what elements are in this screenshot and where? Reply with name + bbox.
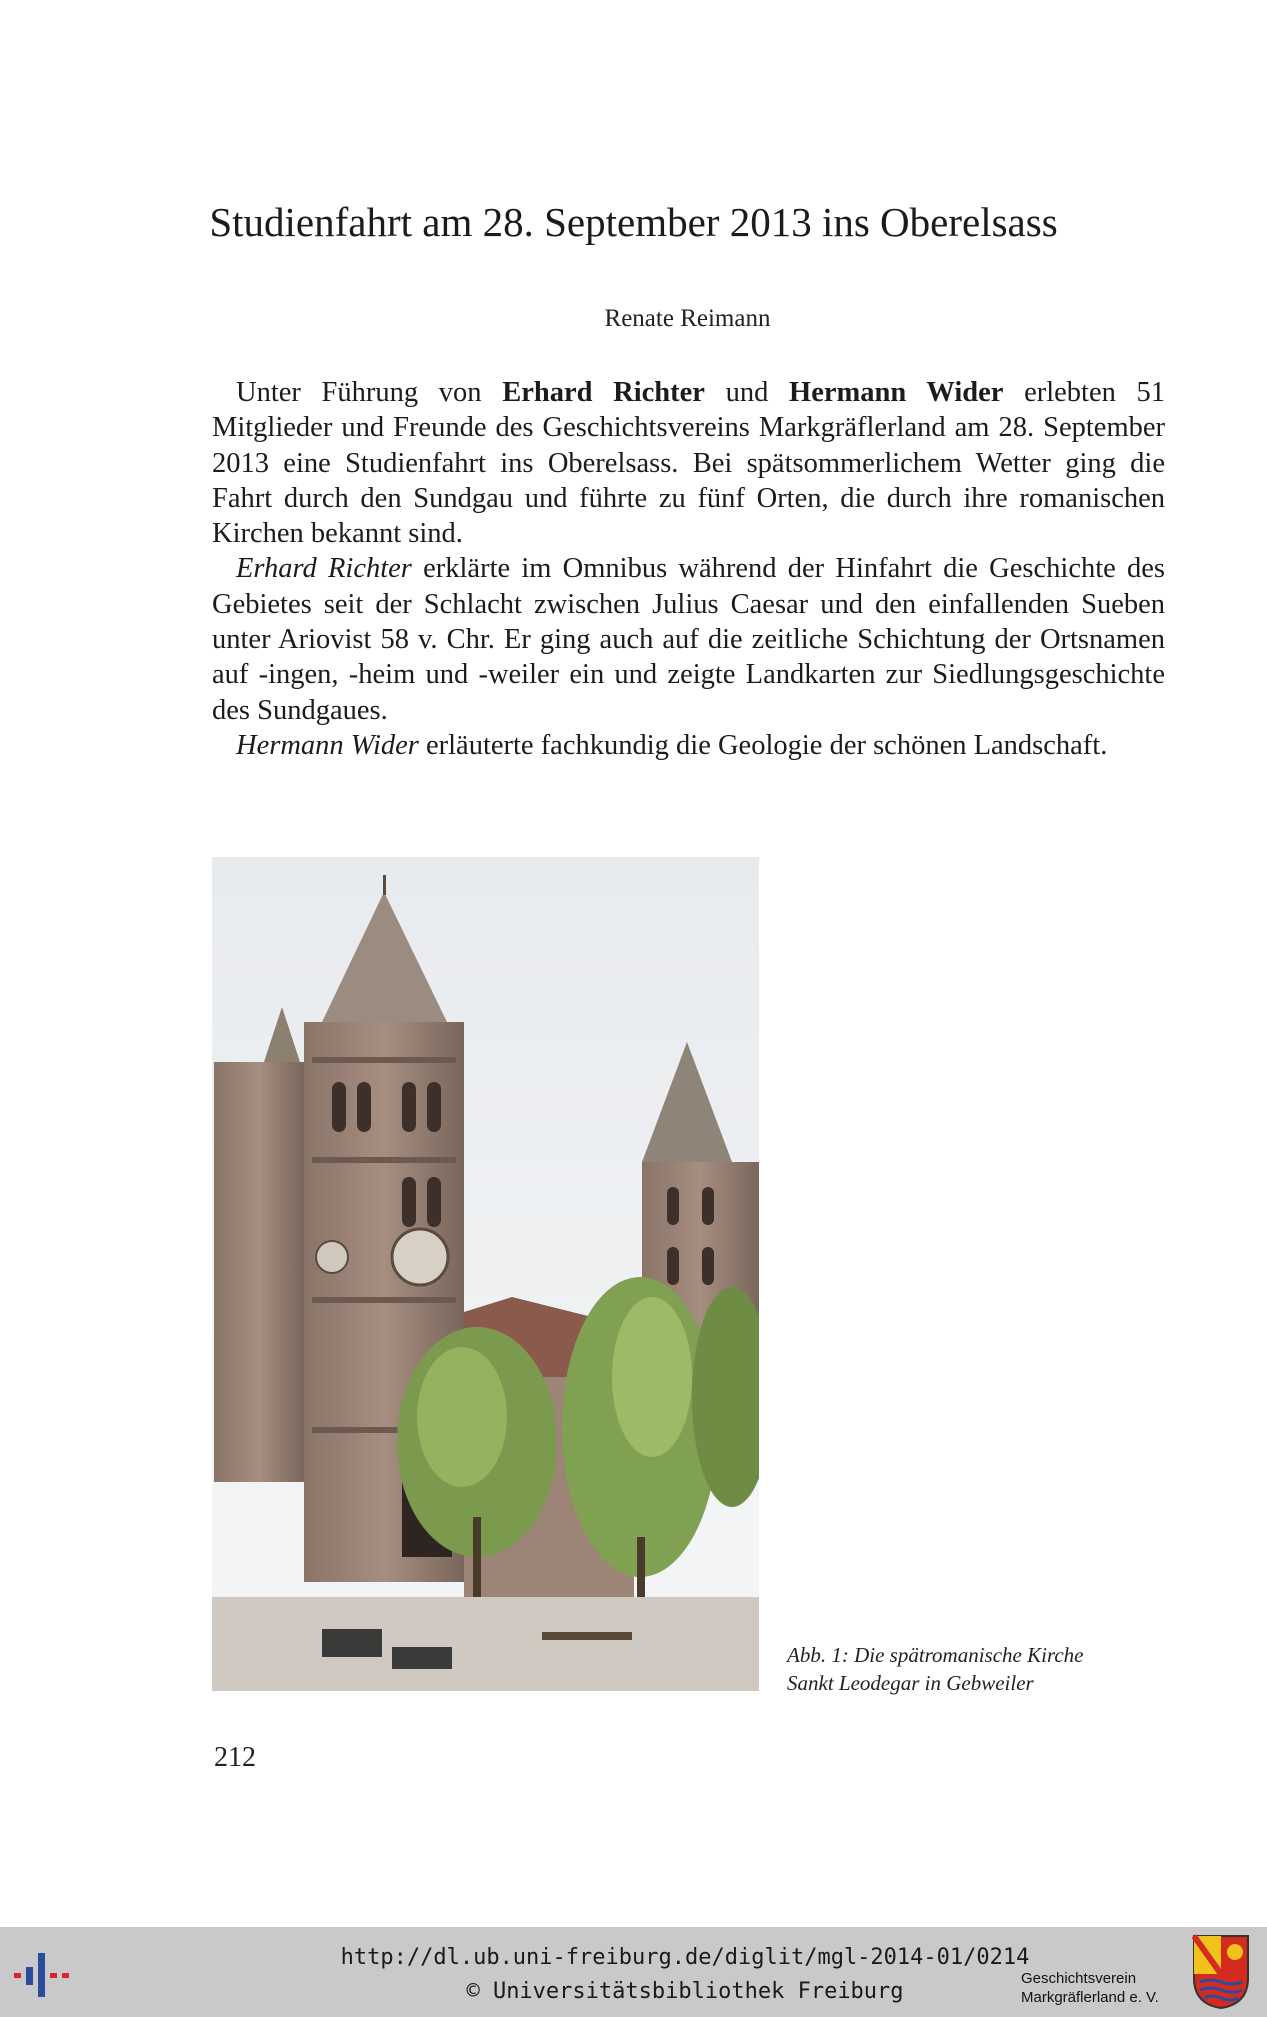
- society-crest-icon: [1192, 1934, 1250, 2010]
- footer-copyright: © Universitätsbibliothek Freiburg: [466, 1979, 904, 2004]
- footer-society-name: [1021, 1969, 1191, 2007]
- article-body: [212, 375, 1165, 763]
- figure-caption: [787, 1641, 1127, 1697]
- footer-society-line-2: Markgräflerland e. V.: [1021, 1989, 1159, 2006]
- paragraph-1-connector: und: [704, 377, 790, 408]
- paragraph-3-text: erläuterte fachkundig die Geologie der schönen Landschaft.: [418, 729, 1108, 761]
- page-number: 212: [214, 1742, 256, 1773]
- name-hermann-wider: Hermann Wider: [789, 377, 1004, 408]
- footer-url-link[interactable]: http://dl.ub.uni-freiburg.de/diglit/mgl-2014-01/0214: [340, 1945, 1030, 1970]
- figure-caption-line-2: Sankt Leodegar in Gebweiler: [787, 1671, 1034, 1695]
- paragraph-3-name: Hermann Wider: [236, 729, 419, 761]
- name-erhard-richter: Erhard Richter: [502, 377, 705, 408]
- footer-bar: [0, 1927, 1267, 2017]
- article-title: Studienfahrt am 28. September 2013 ins Oberelsass: [209, 199, 1058, 245]
- footer-society-line-1: Geschichtsverein: [1021, 1970, 1137, 1987]
- figure-caption-line-1: Abb. 1: Die spätromanische Kirche: [787, 1643, 1084, 1667]
- article-author: Renate Reimann: [604, 305, 771, 332]
- paragraph-2: [212, 551, 1165, 727]
- paragraph-3: [212, 728, 1165, 763]
- paragraph-1-intro: Unter Führung von: [236, 377, 503, 408]
- church-photo: [212, 857, 759, 1691]
- paragraph-1-text: erlebten 51 Mitglieder und Freunde des Geschichtsvereins Markgräflerland am 28. September 2013 eine Studienfahrt ins Oberelsass. Bei spätsommerlichem Wetter ging die Fahrt durch den Sundgau und führte zu fünf Orten, die durch ihre romanischen Kirchen bekannt sind.: [212, 377, 1166, 550]
- paragraph-2-text: erklärte im Omnibus während der Hinfahrt die Geschichte des Gebietes seit der Schlacht zwischen Julius Caesar und den einfallenden Sueben unter Ariovist 58 v. Chr. Er ging auch auf die zeitliche Schichtung der Ortsnamen auf -ingen, -heim und -weiler ein und zeigte Landkarten zur Siedlungsgeschichte des Sundgaues.: [212, 553, 1166, 726]
- paragraph-1: [212, 375, 1165, 551]
- paragraph-2-name: Erhard Richter: [236, 553, 412, 585]
